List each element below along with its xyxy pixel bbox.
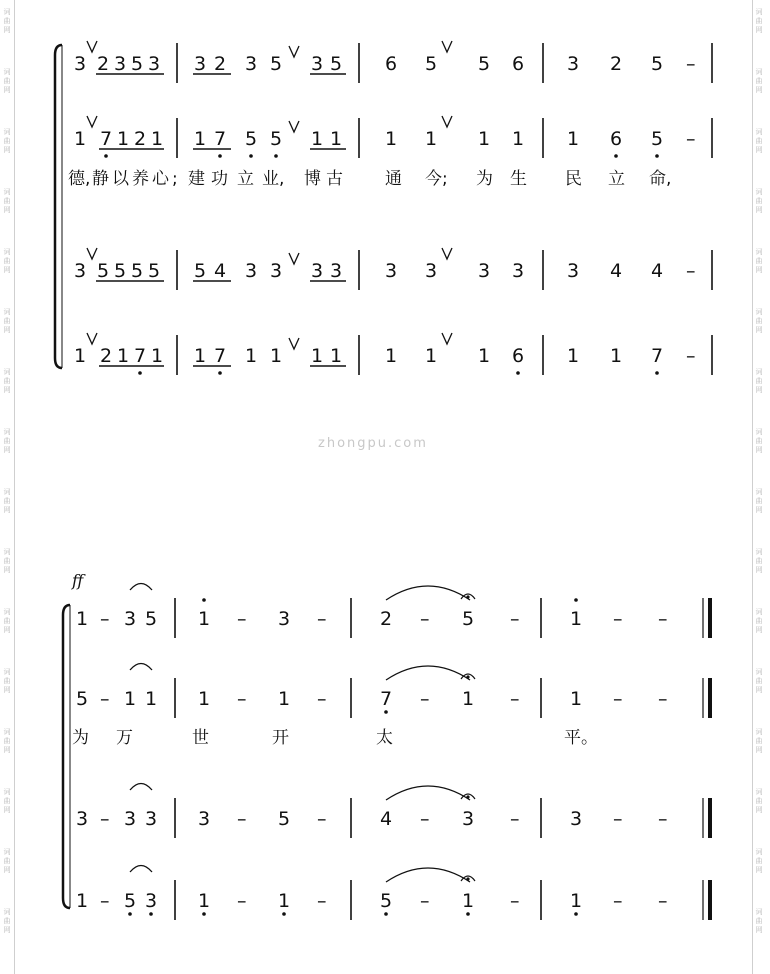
- svg-text:1: 1: [198, 688, 211, 710]
- svg-text:5: 5: [114, 260, 127, 282]
- system-2-voice-2: [76, 664, 668, 714]
- svg-text:–: –: [420, 808, 430, 830]
- margin-watermark-char: 网: [3, 746, 11, 754]
- svg-text:1: 1: [76, 890, 89, 912]
- svg-text:6: 6: [385, 53, 398, 75]
- margin-watermark-char: 曲: [3, 377, 11, 385]
- svg-text:–: –: [100, 808, 110, 830]
- svg-text:–: –: [420, 608, 430, 630]
- margin-watermark-char: 网: [755, 626, 763, 634]
- system-1-voice-1-notes: [74, 53, 696, 75]
- svg-text:2: 2: [214, 53, 227, 75]
- svg-text:7: 7: [100, 128, 113, 150]
- margin-watermark-char: 词: [3, 608, 11, 616]
- svg-text:1: 1: [512, 128, 525, 150]
- svg-text:5: 5: [194, 260, 207, 282]
- svg-text:1: 1: [151, 128, 164, 150]
- lyric-char: 通: [385, 169, 402, 189]
- system-2: [63, 571, 710, 920]
- margin-watermark-char: 曲: [755, 437, 763, 445]
- svg-text:1: 1: [610, 345, 623, 367]
- svg-text:1: 1: [278, 890, 291, 912]
- margin-watermark-char: 曲: [3, 917, 11, 925]
- margin-watermark-char: 曲: [755, 137, 763, 145]
- svg-text:1: 1: [124, 688, 137, 710]
- svg-text:–: –: [317, 808, 327, 830]
- svg-text:5: 5: [425, 53, 438, 75]
- margin-watermark-char: 网: [3, 686, 11, 694]
- margin-watermark-char: 曲: [3, 437, 11, 445]
- margin-watermark-char: 网: [755, 506, 763, 514]
- svg-text:2: 2: [380, 608, 393, 630]
- svg-text:3: 3: [311, 53, 324, 75]
- svg-text:–: –: [658, 808, 668, 830]
- svg-text:3: 3: [114, 53, 127, 75]
- margin-watermark-char: 网: [755, 146, 763, 154]
- margin-watermark-char: 网: [3, 86, 11, 94]
- svg-text:–: –: [613, 808, 623, 830]
- watermark-text: zhongpu.com: [318, 436, 428, 451]
- system-1-voice-4: [74, 333, 696, 375]
- svg-text:5: 5: [131, 260, 144, 282]
- svg-text:1: 1: [462, 890, 475, 912]
- margin-watermark-char: 曲: [755, 497, 763, 505]
- system-2-voice-3: [76, 784, 668, 831]
- svg-text:3: 3: [270, 260, 283, 282]
- margin-watermark-char: 网: [755, 926, 763, 934]
- margin-watermark-char: 曲: [755, 377, 763, 385]
- margin-watermark-char: 曲: [3, 857, 11, 865]
- margin-watermark-char: 词: [755, 248, 763, 256]
- svg-text:6: 6: [512, 53, 525, 75]
- lyric-char: 静: [92, 169, 109, 189]
- margin-watermark-char: 网: [755, 206, 763, 214]
- svg-text:2: 2: [610, 53, 623, 75]
- svg-text:1: 1: [570, 608, 583, 630]
- svg-text:3: 3: [74, 53, 87, 75]
- dynamic-marking: ff: [72, 571, 84, 590]
- svg-text:–: –: [237, 890, 247, 912]
- margin-watermark-char: 网: [3, 206, 11, 214]
- svg-text:7: 7: [651, 345, 664, 367]
- svg-text:3: 3: [425, 260, 438, 282]
- margin-watermark-char: 网: [755, 326, 763, 334]
- svg-text:1: 1: [278, 688, 291, 710]
- svg-text:3: 3: [145, 808, 158, 830]
- margin-watermark-char: 词: [3, 728, 11, 736]
- margin-watermark-char: 网: [3, 806, 11, 814]
- lyric-char: 德,: [68, 169, 91, 189]
- svg-text:5: 5: [145, 608, 158, 630]
- margin-watermark-char: 网: [3, 566, 11, 574]
- svg-text:–: –: [420, 890, 430, 912]
- margin-watermark-char: 曲: [755, 557, 763, 565]
- margin-watermark-char: 曲: [755, 17, 763, 25]
- svg-text:5: 5: [76, 688, 89, 710]
- margin-watermark-char: 网: [3, 266, 11, 274]
- svg-text:7: 7: [134, 345, 147, 367]
- svg-text:5: 5: [651, 53, 664, 75]
- margin-watermark-char: 曲: [3, 317, 11, 325]
- margin-watermark-char: 词: [755, 608, 763, 616]
- svg-text:5: 5: [131, 53, 144, 75]
- lyric-char: 立: [608, 169, 625, 189]
- svg-text:4: 4: [214, 260, 227, 282]
- margin-watermark-char: 词: [755, 788, 763, 796]
- margin-watermark-char: 词: [755, 128, 763, 136]
- svg-text:1: 1: [330, 345, 343, 367]
- svg-text:–: –: [317, 688, 327, 710]
- svg-text:1: 1: [194, 128, 207, 150]
- margin-watermark-char: 曲: [755, 857, 763, 865]
- lyric-char: ;: [172, 169, 178, 189]
- margin-watermark-char: 词: [755, 728, 763, 736]
- svg-text:3: 3: [311, 260, 324, 282]
- lyric-char: 太: [376, 728, 393, 748]
- svg-text:3: 3: [198, 808, 211, 830]
- svg-text:3: 3: [245, 53, 258, 75]
- lyric-char: 为: [476, 169, 493, 189]
- margin-watermark-char: 网: [3, 26, 11, 34]
- svg-text:–: –: [100, 608, 110, 630]
- margin-watermark-char: 网: [755, 746, 763, 754]
- lyric-char: 世: [192, 728, 209, 748]
- margin-watermark-char: 网: [3, 326, 11, 334]
- svg-text:–: –: [510, 608, 520, 630]
- svg-text:5: 5: [330, 53, 343, 75]
- margin-watermark-char: 词: [3, 488, 11, 496]
- margin-watermark-char: 曲: [755, 77, 763, 85]
- svg-text:3: 3: [512, 260, 525, 282]
- svg-text:–: –: [686, 53, 696, 75]
- margin-watermark-char: 词: [3, 308, 11, 316]
- margin-watermark-char: 词: [3, 188, 11, 196]
- margin-watermark-char: 词: [755, 488, 763, 496]
- svg-text:1: 1: [245, 345, 258, 367]
- svg-text:3: 3: [148, 53, 161, 75]
- system-2-barlines: [175, 598, 541, 920]
- margin-watermark-char: 词: [755, 68, 763, 76]
- margin-watermark-char: 曲: [755, 197, 763, 205]
- svg-text:1: 1: [198, 890, 211, 912]
- lyric-char: 养: [132, 169, 149, 189]
- margin-watermark-char: 网: [755, 566, 763, 574]
- svg-text:1: 1: [425, 128, 438, 150]
- svg-text:5: 5: [148, 260, 161, 282]
- margin-watermark-char: 词: [3, 848, 11, 856]
- svg-text:–: –: [686, 128, 696, 150]
- svg-text:–: –: [237, 608, 247, 630]
- margin-watermark-char: 词: [755, 908, 763, 916]
- svg-text:1: 1: [385, 345, 398, 367]
- svg-text:1: 1: [478, 345, 491, 367]
- margin-watermark-char: 曲: [755, 677, 763, 685]
- svg-text:5: 5: [270, 53, 283, 75]
- svg-text:3: 3: [74, 260, 87, 282]
- svg-text:5: 5: [278, 808, 291, 830]
- system-2-bracket: [63, 605, 70, 908]
- svg-text:3: 3: [570, 808, 583, 830]
- svg-text:1: 1: [311, 128, 324, 150]
- system-1-voice-2: [74, 116, 696, 158]
- margin-watermark-char: 网: [755, 386, 763, 394]
- margin-watermark-char: 曲: [3, 197, 11, 205]
- svg-text:4: 4: [651, 260, 664, 282]
- svg-text:–: –: [317, 890, 327, 912]
- svg-text:3: 3: [124, 808, 137, 830]
- svg-text:1: 1: [194, 345, 207, 367]
- margin-watermark-char: 词: [3, 788, 11, 796]
- svg-text:1: 1: [74, 128, 87, 150]
- svg-text:3: 3: [245, 260, 258, 282]
- margin-watermark-char: 曲: [3, 257, 11, 265]
- svg-text:1: 1: [117, 345, 130, 367]
- system-2-lyrics: [72, 728, 598, 748]
- margin-watermark-char: 网: [3, 866, 11, 874]
- svg-text:1: 1: [151, 345, 164, 367]
- margin-watermark-char: 词: [755, 668, 763, 676]
- svg-text:5: 5: [97, 260, 110, 282]
- svg-text:–: –: [510, 808, 520, 830]
- system-1-voice-3: [74, 248, 696, 282]
- svg-text:2: 2: [100, 345, 113, 367]
- margin-watermark-char: 网: [755, 86, 763, 94]
- margin-watermark-char: 词: [3, 668, 11, 676]
- svg-text:1: 1: [76, 608, 89, 630]
- lyric-char: 业,: [262, 169, 285, 189]
- svg-text:–: –: [237, 808, 247, 830]
- svg-text:7: 7: [214, 128, 227, 150]
- margin-watermark-char: 网: [3, 926, 11, 934]
- svg-text:5: 5: [462, 608, 475, 630]
- system-1-voice-1: [74, 41, 696, 75]
- svg-text:3: 3: [478, 260, 491, 282]
- margin-watermark-char: 曲: [755, 317, 763, 325]
- margin-watermark-char: 曲: [3, 797, 11, 805]
- svg-text:1: 1: [462, 688, 475, 710]
- lyric-char: 心: [152, 169, 169, 189]
- svg-text:1: 1: [567, 128, 580, 150]
- margin-watermark-char: 网: [755, 866, 763, 874]
- svg-text:5: 5: [245, 128, 258, 150]
- svg-text:3: 3: [330, 260, 343, 282]
- margin-watermark-char: 曲: [3, 497, 11, 505]
- svg-text:1: 1: [145, 688, 158, 710]
- lyric-char: 建: [188, 169, 205, 189]
- svg-text:1: 1: [117, 128, 130, 150]
- margin-watermark-char: 词: [755, 548, 763, 556]
- lyric-char: 为: [72, 728, 89, 748]
- margin-watermark-char: 网: [755, 266, 763, 274]
- margin-watermark-char: 词: [3, 68, 11, 76]
- margin-watermark-char: 词: [3, 8, 11, 16]
- system-1-barlines: [177, 43, 712, 375]
- margin-watermark-char: 词: [755, 368, 763, 376]
- lyric-char: 平。: [564, 728, 598, 748]
- margin-watermark-char: 词: [3, 248, 11, 256]
- margin-watermark-char: 曲: [3, 77, 11, 85]
- margin-watermark-char: 网: [3, 626, 11, 634]
- margin-watermark-char: 词: [755, 8, 763, 16]
- svg-text:1: 1: [198, 608, 211, 630]
- svg-text:5: 5: [651, 128, 664, 150]
- margin-watermark-char: 网: [3, 386, 11, 394]
- system-1: [55, 41, 712, 451]
- margin-watermark-char: 曲: [755, 737, 763, 745]
- margin-watermark-char: 网: [755, 26, 763, 34]
- svg-text:–: –: [100, 688, 110, 710]
- margin-watermark-char: 曲: [3, 617, 11, 625]
- svg-text:4: 4: [380, 808, 393, 830]
- lyric-char: 功: [211, 169, 228, 189]
- margin-watermark-char: 网: [3, 506, 11, 514]
- margin-watermark-char: 曲: [3, 557, 11, 565]
- lyric-char: 开: [272, 728, 289, 748]
- svg-text:7: 7: [380, 688, 393, 710]
- svg-text:1: 1: [570, 688, 583, 710]
- lyric-char: 博: [304, 169, 321, 189]
- svg-text:6: 6: [610, 128, 623, 150]
- margin-watermark-char: 曲: [755, 617, 763, 625]
- system-1-bracket: [55, 45, 62, 368]
- margin-watermark-char: 曲: [755, 917, 763, 925]
- svg-text:1: 1: [330, 128, 343, 150]
- final-barlines: [703, 598, 710, 920]
- svg-text:1: 1: [567, 345, 580, 367]
- svg-text:–: –: [613, 890, 623, 912]
- svg-text:2: 2: [134, 128, 147, 150]
- svg-text:5: 5: [380, 890, 393, 912]
- system-2-voice-4: [76, 866, 668, 916]
- margin-watermark-char: 网: [755, 446, 763, 454]
- margin-watermark-char: 曲: [3, 137, 11, 145]
- margin-watermark-char: 曲: [3, 17, 11, 25]
- system-1-lyrics: [68, 169, 671, 189]
- svg-text:4: 4: [610, 260, 623, 282]
- margin-watermark-char: 网: [755, 686, 763, 694]
- margin-watermark-char: 词: [3, 368, 11, 376]
- margin-watermark-char: 曲: [3, 677, 11, 685]
- svg-text:1: 1: [570, 890, 583, 912]
- margin-watermark-char: 词: [3, 548, 11, 556]
- margin-watermark-char: 词: [755, 428, 763, 436]
- svg-text:–: –: [510, 890, 520, 912]
- margin-watermark-char: 网: [3, 146, 11, 154]
- svg-text:1: 1: [385, 128, 398, 150]
- svg-text:3: 3: [194, 53, 207, 75]
- svg-text:1: 1: [311, 345, 324, 367]
- system-2-voice-1: [76, 584, 668, 631]
- margin-watermark-char: 曲: [755, 257, 763, 265]
- svg-text:3: 3: [145, 890, 158, 912]
- svg-text:3: 3: [278, 608, 291, 630]
- margin-watermark-char: 网: [755, 806, 763, 814]
- margin-watermark-char: 网: [3, 446, 11, 454]
- lyric-char: 以: [112, 169, 129, 189]
- svg-text:5: 5: [478, 53, 491, 75]
- svg-text:–: –: [613, 608, 623, 630]
- svg-text:1: 1: [478, 128, 491, 150]
- svg-text:3: 3: [567, 260, 580, 282]
- svg-text:1: 1: [425, 345, 438, 367]
- margin-watermark-char: 词: [755, 848, 763, 856]
- svg-text:6: 6: [512, 345, 525, 367]
- svg-text:1: 1: [74, 345, 87, 367]
- svg-text:–: –: [317, 608, 327, 630]
- margin-watermark-char: 曲: [755, 797, 763, 805]
- svg-text:–: –: [510, 688, 520, 710]
- lyric-char: 古: [326, 169, 343, 189]
- svg-text:3: 3: [385, 260, 398, 282]
- margin-watermark-char: 词: [755, 188, 763, 196]
- svg-text:3: 3: [462, 808, 475, 830]
- svg-text:3: 3: [76, 808, 89, 830]
- svg-text:3: 3: [124, 608, 137, 630]
- lyric-char: 命,: [649, 169, 672, 189]
- svg-text:5: 5: [270, 128, 283, 150]
- margin-watermark-char: 曲: [3, 737, 11, 745]
- lyric-char: 民: [565, 169, 582, 189]
- lyric-char: 生: [510, 169, 527, 189]
- svg-text:–: –: [613, 688, 623, 710]
- svg-text:7: 7: [214, 345, 227, 367]
- margin-watermark-char: 词: [3, 428, 11, 436]
- svg-text:3: 3: [567, 53, 580, 75]
- margin-watermark-char: 词: [3, 908, 11, 916]
- svg-text:–: –: [100, 890, 110, 912]
- svg-text:5: 5: [124, 890, 137, 912]
- svg-text:–: –: [686, 345, 696, 367]
- svg-text:–: –: [658, 890, 668, 912]
- svg-text:1: 1: [270, 345, 283, 367]
- svg-text:–: –: [237, 688, 247, 710]
- margin-watermark-char: 词: [755, 308, 763, 316]
- margin-watermark-char: 词: [3, 128, 11, 136]
- svg-text:–: –: [658, 608, 668, 630]
- svg-text:–: –: [420, 688, 430, 710]
- svg-text:–: –: [658, 688, 668, 710]
- lyric-char: 今;: [425, 169, 448, 189]
- svg-text:–: –: [686, 260, 696, 282]
- lyric-char: 立: [237, 169, 254, 189]
- lyric-char: 万: [116, 728, 133, 748]
- svg-text:2: 2: [97, 53, 110, 75]
